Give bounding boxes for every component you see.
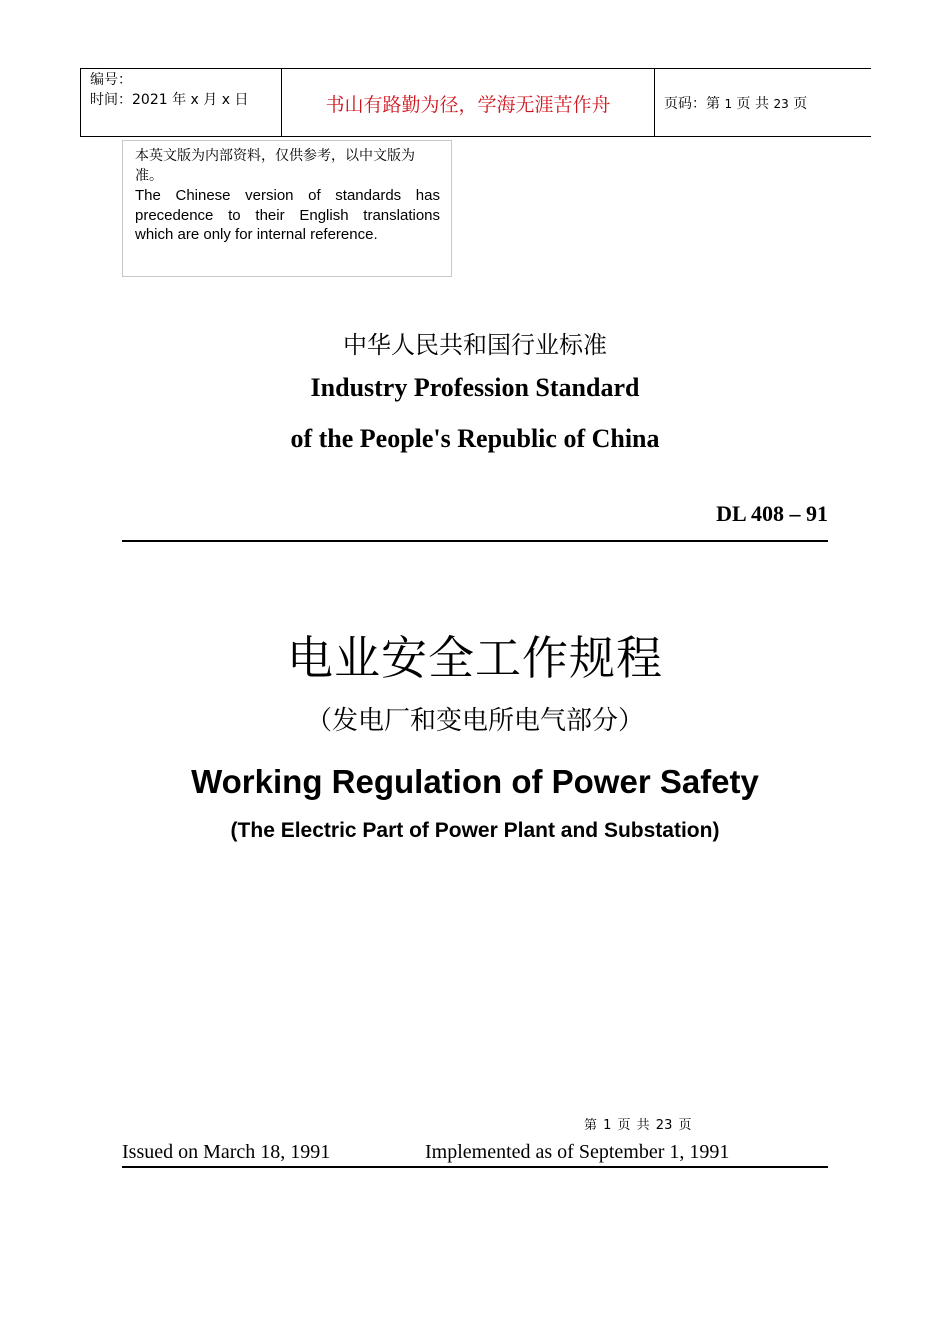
bottom-divider: [122, 1166, 828, 1168]
header-page-cell: [655, 69, 871, 136]
page-total: 23: [773, 97, 789, 111]
page-counter: [664, 93, 807, 113]
notice-zh: 本英文版为内部资料，仅供参考，以中文版为准。: [135, 148, 415, 184]
header-motto-cell: [282, 69, 655, 136]
page-mid: 页 共: [736, 96, 769, 112]
header-info-cell: [81, 69, 282, 136]
page-current: 1: [724, 97, 733, 111]
document-title-en: Working Regulation of Power Safety: [191, 763, 759, 800]
document-subtitle-zh: （发电厂和变电所电气部分）: [305, 706, 644, 736]
top-divider: [122, 540, 828, 542]
motto-text: 书山有路勤为径，学海无涯苦作舟: [325, 94, 611, 116]
notice-en: The Chinese version of standards has precedence to their English translations which are only for internal reference.: [135, 187, 440, 243]
standard-title-en-line2: of the People's Republic of China: [290, 424, 660, 453]
document-subtitle-en: (The Electric Part of Power Plant and Substation): [230, 819, 720, 842]
translation-notice: [122, 140, 452, 277]
standard-code: DL 408 – 91: [716, 501, 828, 526]
time-label: 时间：2021 年 x 月 x 日: [90, 92, 249, 108]
standard-title-en-line1: Industry Profession Standard: [310, 373, 640, 402]
document-title-zh: 电业安全工作规程: [287, 631, 663, 685]
header-table: [80, 68, 871, 137]
page-suffix: 页: [793, 96, 808, 112]
page-prefix: 页码：第: [664, 96, 720, 112]
footer-page-indicator: 第 1 页 共 23 页: [584, 1118, 692, 1133]
implemented-date: Implemented as of September 1, 1991: [425, 1141, 730, 1163]
issued-date: Issued on March 18, 1991: [122, 1141, 331, 1163]
serial-label: 编号：: [90, 72, 132, 88]
standard-title-zh: 中华人民共和国行业标准: [343, 331, 607, 359]
